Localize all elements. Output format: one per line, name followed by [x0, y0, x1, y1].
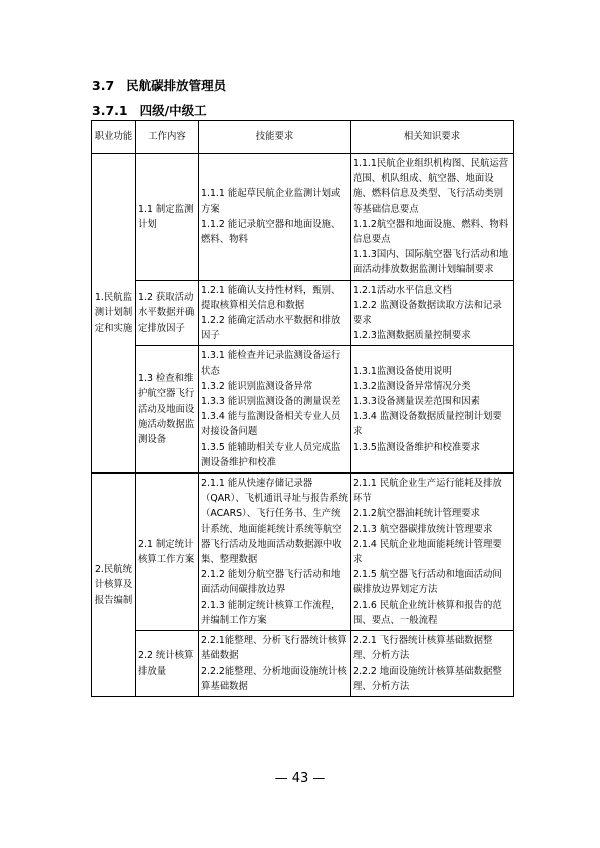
standards-table — [91, 120, 514, 697]
knowledge-item: 2.1.4 民航企业地面能耗统计管理要求 — [353, 538, 502, 566]
function-cell: 2.民航统计核算及报告编制 — [92, 473, 136, 696]
knowledge-item: 1.1.3国内、国际航空器飞行活动和地面活动排放数据监测计划编制要求 — [353, 249, 509, 276]
subsection-number: 3.7.1 — [92, 103, 128, 118]
knowledge-item: 1.1.1民航企业组织机构图、民航运营范围、机队组成、航空器、地面设施、燃料信息及类型、飞行活动类别等基础信息要点 — [353, 158, 509, 215]
knowledge-item: 1.2.2 监测设备数据读取方法和记录要求 — [353, 299, 502, 327]
knowledge-cell — [351, 154, 514, 281]
header-skills: 技能要求 — [199, 121, 351, 154]
table-header-row — [92, 121, 514, 154]
header-knowledge: 相关知识要求 — [351, 121, 514, 154]
knowledge-item: 2.2.1 飞行器统计核算基础数据整理、分析方法 — [353, 635, 493, 662]
content-cell: 1.3 检查和维护航空器飞行活动及地面设施活动数据监测设备 — [136, 346, 199, 473]
skill-item: 1.3.4 能与监测设备相关专业人员对接设备问题 — [201, 411, 341, 438]
header-content: 工作内容 — [136, 121, 199, 154]
content-cell: 1.1 制定监测计划 — [136, 154, 199, 281]
skill-item: 2.2.1能整理、分析飞行器统计核算基础数据 — [201, 635, 347, 662]
skills-cell — [199, 346, 351, 473]
table-row — [92, 280, 514, 346]
skills-cell — [199, 473, 351, 631]
knowledge-item: 2.1.3 航空器碳排放统计管理要求 — [353, 523, 493, 535]
skills-cell — [199, 154, 351, 281]
table-row — [92, 473, 514, 631]
knowledge-item: 1.3.5监测设备维护和校准要求 — [353, 441, 480, 453]
skill-item: 2.1.3 能制定统计核算工作流程，并编制工作方案 — [201, 599, 341, 626]
content-cell: 2.1 制定统计核算工作方案 — [136, 473, 199, 631]
section-title: 民航碳排放管理员 — [126, 78, 227, 93]
skill-item: 1.1.2 能记录航空器和地面设施、燃料、物料 — [201, 218, 341, 246]
skill-item: 1.3.5 能辅助相关专业人员完成监测设备维护和校准 — [201, 441, 341, 468]
knowledge-item: 2.1.6 民航企业统计核算和报告的范围、要点、一般流程 — [353, 599, 502, 626]
subsection-title: 四级/中级工 — [139, 103, 207, 118]
skill-item: 2.1.1 能从快速存储记录器（QAR）、飞机通讯寻址与报告系统（ACARS）、飞行任务书、生产统计系统、地面能耗统计系统等航空器飞行活动及地面活动数据源中收集、整理数据 — [201, 478, 348, 566]
knowledge-item: 1.1.2航空器和地面设施、燃料、物料信息要点 — [353, 218, 509, 246]
content-cell: 1.2 获取活动水平数据并确定排放因子 — [136, 280, 199, 346]
skill-item: 1.3.1 能检查并记录监测设备运行状态 — [201, 350, 341, 377]
knowledge-item: 1.3.1监测设备使用说明 — [353, 365, 452, 377]
header-function: 职业功能 — [92, 121, 136, 154]
table-row — [92, 346, 514, 473]
knowledge-cell — [351, 280, 514, 346]
knowledge-item: 2.1.5 航空器飞行活动和地面活动间碳排放边界划定方法 — [353, 569, 502, 596]
subsection-heading — [92, 101, 219, 119]
knowledge-item: 1.3.2监测设备异常情况分类 — [353, 380, 471, 392]
skill-item: 1.1.1 能起草民航企业监测计划或方案 — [201, 188, 341, 215]
skill-item: 2.2.2能整理、分析地面设施统计核算基础数据 — [201, 665, 347, 692]
knowledge-item: 2.1.1 民航企业生产运行能耗及排放环节 — [353, 478, 502, 505]
skill-item: 1.3.3 能识别监测设备的测量误差 — [201, 396, 341, 408]
knowledge-item: 1.3.3设备测量误差范围和因素 — [353, 396, 480, 408]
skills-cell — [199, 631, 351, 697]
skill-item: 2.1.2 能划分航空器飞行活动和地面活动间碳排放边界 — [201, 569, 341, 596]
knowledge-item: 1.2.3监测数据质量控制要求 — [353, 330, 471, 342]
knowledge-item: 2.2.2 地面设施统计核算基础数据整理、分析方法 — [353, 665, 502, 692]
table-row — [92, 631, 514, 697]
content-cell: 2.2 统计核算排放量 — [136, 631, 199, 697]
skill-item: 1.3.2 能识别监测设备异常 — [201, 380, 313, 392]
knowledge-item: 1.2.1活动水平信息文档 — [353, 284, 452, 296]
knowledge-cell — [351, 473, 514, 631]
function-cell: 1.民航监测计划制定和实施 — [92, 154, 136, 474]
skill-item: 1.2.1 能确认支持性材料，甄别、提取核算相关信息和数据 — [201, 284, 341, 311]
knowledge-cell — [351, 346, 514, 473]
knowledge-item: 1.3.4 监测设备数据质量控制计划要求 — [353, 411, 502, 438]
skills-cell — [199, 280, 351, 346]
knowledge-item: 2.1.2航空器油耗统计管理要求 — [353, 508, 480, 520]
table-row — [92, 154, 514, 281]
section-heading — [92, 76, 238, 94]
skill-item: 1.2.2 能确定活动水平数据和排放因子 — [201, 315, 341, 342]
page-number: — 43 — — [274, 771, 326, 786]
knowledge-cell — [351, 631, 514, 697]
section-number: 3.7 — [92, 78, 115, 93]
